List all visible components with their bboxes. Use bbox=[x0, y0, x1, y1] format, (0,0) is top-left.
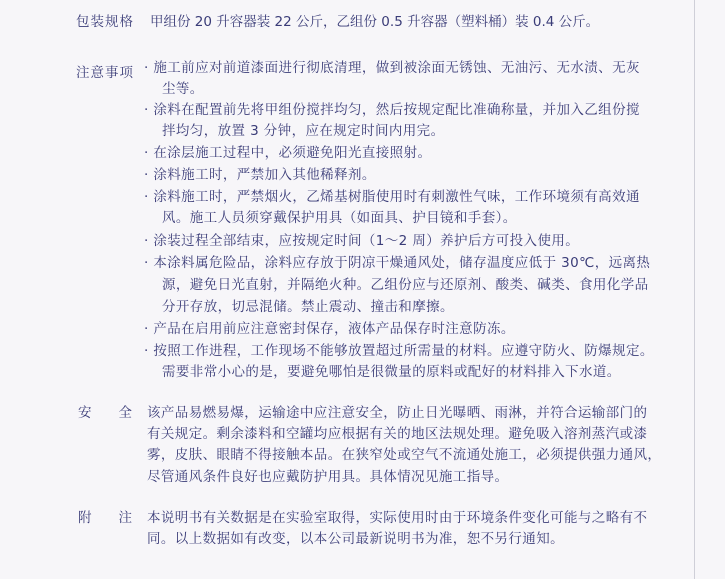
notes-line: 源，避免日光直射，并隔绝火种。乙组份应与还原剂、酸类、碱类、食用化学品 bbox=[162, 277, 649, 293]
packaging-text: 甲组份 20 升容器装 22 公斤，乙组份 0.5 升容器（塑料桶）装 0.4 公斤。 bbox=[150, 14, 600, 30]
safety-label-char: 全 bbox=[118, 405, 132, 421]
notes-line: · 涂料施工时，严禁烟火，乙烯基树脂使用时有刺激性气味，工作环境须有高效通 bbox=[144, 189, 640, 205]
appendix-label bbox=[78, 507, 132, 529]
notes-line: 分开存放，切忌混储。禁止震动、撞击和摩擦。 bbox=[162, 299, 454, 315]
notes-line: · 涂料施工时，严禁加入其他稀释剂。 bbox=[144, 167, 376, 183]
notes-line: · 本涂料属危险品，涂料应存放于阴凉干燥通风处，储存温度应低于 30℃，远离热 bbox=[144, 255, 651, 271]
safety-line: 该产品易燃易爆，运输途中应注意安全，防止日光曝晒、雨淋，并符合运输部门的 bbox=[147, 405, 648, 421]
notes-line: · 施工前应对前道漆面进行彻底清理，做到被涂面无锈蚀、无油污、无水渍、无灰 bbox=[144, 60, 640, 76]
notes-line: 尘等。 bbox=[162, 81, 204, 97]
appendix-label-char: 附 bbox=[78, 510, 92, 526]
notes-line: 风。施工人员须穿戴保护用具（如面具、护目镜和手套）。 bbox=[162, 210, 517, 226]
notes-label: 注意事项 bbox=[76, 65, 134, 81]
appendix-line: 本说明书有关数据是在实验室取得，实际使用时由于环境条件变化可能与之略有不 bbox=[147, 510, 648, 526]
appendix-label-char: 注 bbox=[118, 510, 132, 526]
page-edge-line bbox=[694, 0, 695, 579]
notes-line: · 涂装过程全部结束，应按规定时间（1～2 周）养护后方可投入使用。 bbox=[144, 233, 580, 249]
safety-label-char: 安 bbox=[78, 405, 92, 421]
notes-line: · 按照工作进程，工作现场不能够放置超过所需量的材料。应遵守防火、防爆规定。 bbox=[144, 343, 654, 359]
notes-line: 需要非常小心的是，要避免哪怕是很微量的原料或配好的材料排入下水道。 bbox=[162, 364, 621, 380]
notes-line: 拌均匀，放置 3 分钟，应在规定时间内用完。 bbox=[162, 123, 445, 139]
notes-line: · 产品在启用前应注意密封保存，液体产品保存时注意防冻。 bbox=[144, 321, 515, 337]
safety-line: 有关规定。剩余漆料和空罐均应根据有关的地区法规处理。避免吸入溶剂蒸汽或漆 bbox=[147, 426, 648, 442]
safety-line: 尽管通风条件良好也应戴防护用具。具体情况见施工指导。 bbox=[147, 469, 509, 485]
notes-line: · 涂料在配置前先将甲组份搅拌均匀，然后按规定配比准确称量，并加入乙组份搅 bbox=[144, 102, 640, 118]
packaging-label: 包装规格 bbox=[76, 14, 134, 30]
notes-line: · 在涂层施工过程中，必须避免阳光直接照射。 bbox=[144, 145, 432, 161]
appendix-line: 同。以上数据如有改变，以本公司最新说明书为准，恕不另行通知。 bbox=[147, 531, 564, 547]
safety-line: 雾，皮肤、眼睛不得接触本品。在狭窄处或空气不流通处施工，必须提供强力通风， bbox=[147, 447, 662, 463]
safety-label bbox=[78, 402, 132, 424]
